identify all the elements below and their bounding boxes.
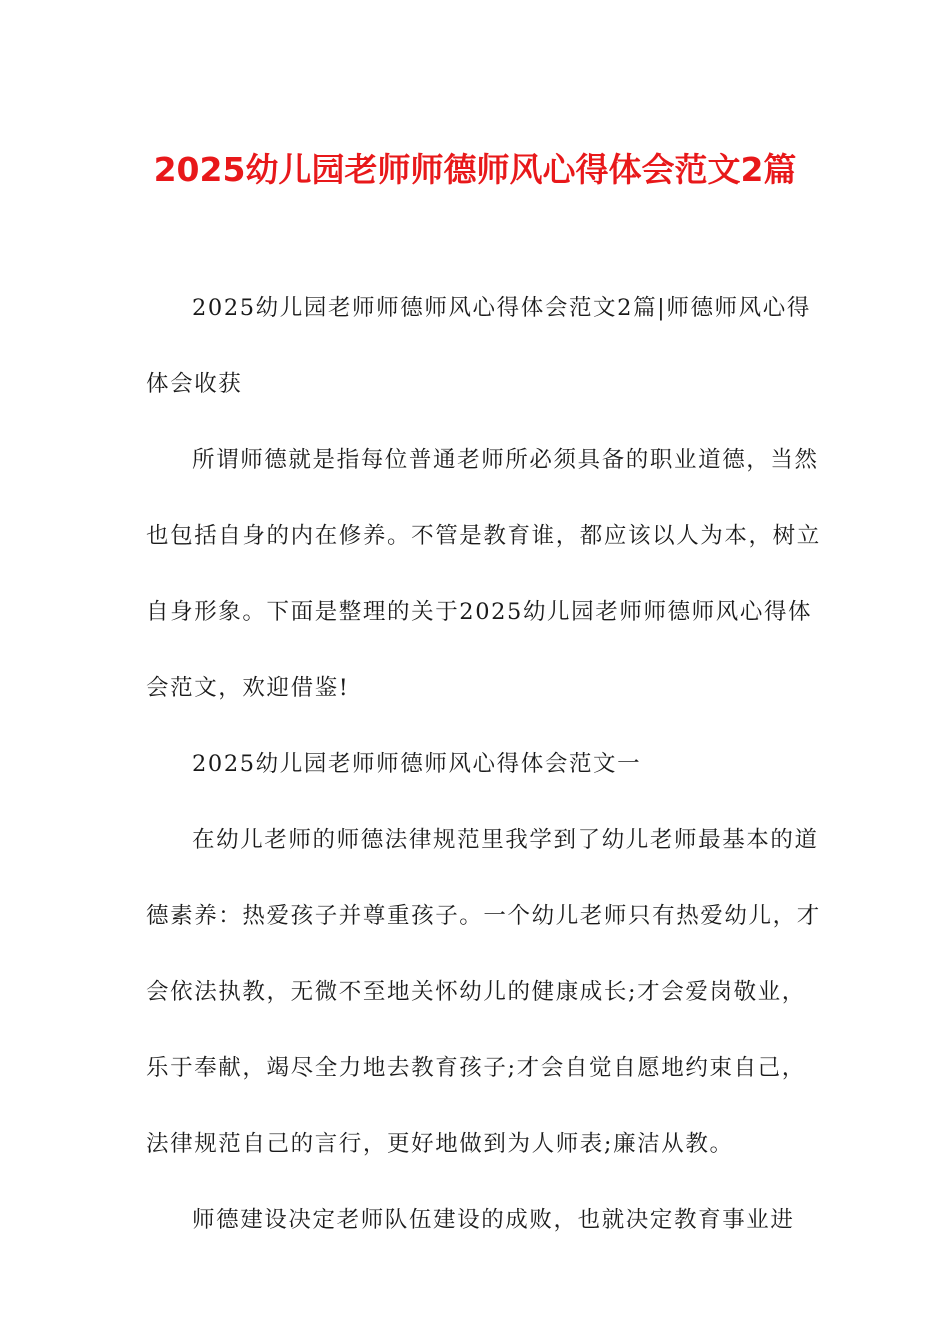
document-body [146, 270, 826, 1258]
paragraph-body-2: 师德建设决定老师队伍建设的成败，也就决定教育事业进 [192, 1207, 795, 1233]
paragraph-intro-heading: 2025幼儿园老师师德师风心得体会范文2篇|师德师风心得体会收获 [146, 295, 811, 397]
paragraph-section-heading: 2025幼儿园老师师德师风心得体会范文一 [192, 751, 642, 777]
paragraph-summary: 所谓师德就是指每位普通老师所必须具备的职业道德，当然也包括自身的内在修养。不管是教育谁，都应该以人为本，树立自身形象。下面是整理的关于2025幼儿园老师师德师风心得体会范文，欢迎借鉴! [146, 447, 821, 701]
document-title: 2025幼儿园老师师德师风心得体会范文2篇 [153, 150, 797, 189]
paragraph-body-1: 在幼儿老师的师德法律规范里我学到了幼儿老师最基本的道德素养：热爱孩子并尊重孩子。一个幼儿老师只有热爱幼儿，才会依法执教，无微不至地关怀幼儿的健康成长;才会爱岗敬业，乐于奉献，竭尽全力地去教育孩子;才会自觉自愿地约束自己，法律规范自己的言行，更好地做到为人师表;廉洁从教。 [146, 827, 821, 1157]
